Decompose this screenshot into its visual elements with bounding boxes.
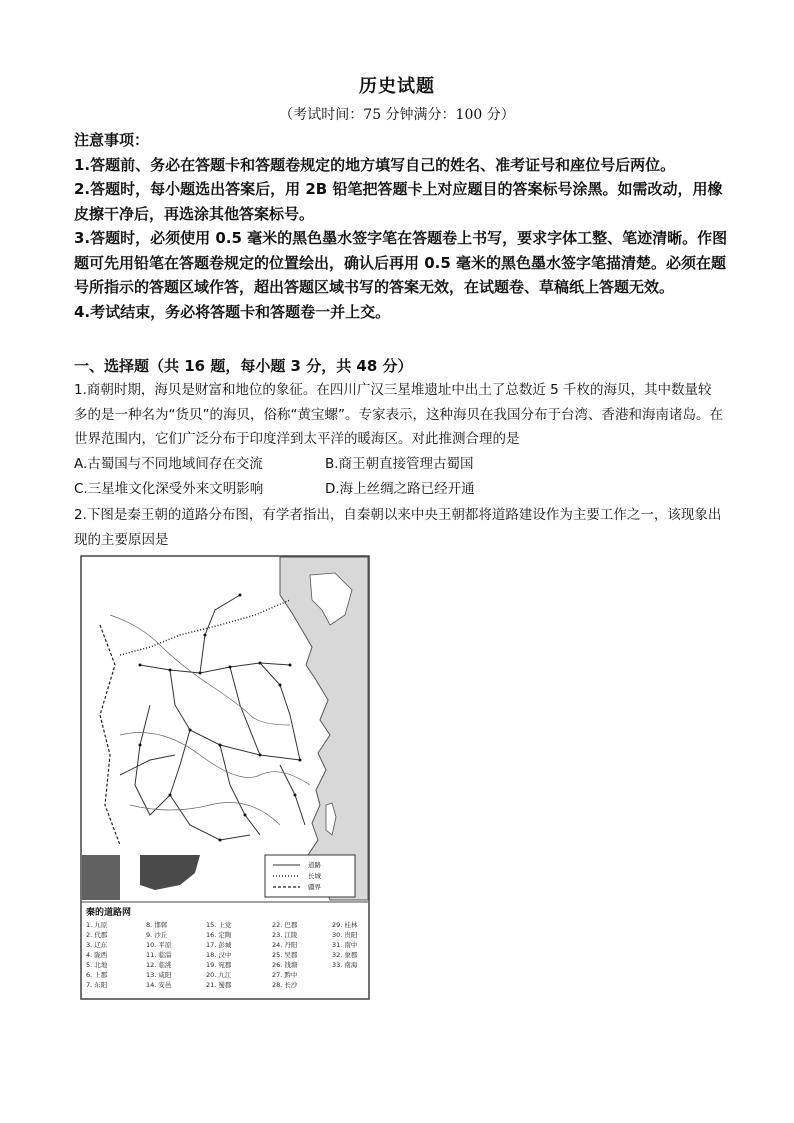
legend-road: 道路 — [308, 861, 321, 869]
gazetteer-entry: 4. 陇西 — [86, 951, 108, 959]
option-c: C.三星堆文化深受外来文明影响 — [74, 480, 264, 497]
gazetteer-entry: 13. 咸阳 — [146, 971, 172, 979]
notice-item: 1.答题前、务必在答题卡和答题卷规定的地方填写自己的姓名、准考证号和座位号后两位。 — [74, 155, 676, 174]
legend-border: 疆界 — [308, 883, 321, 891]
gazetteer-entry: 5. 北地 — [86, 961, 108, 969]
exam-info: （考试时间：75 分钟满分：100 分） — [279, 107, 515, 123]
gazetteer-entry: 31. 南中 — [332, 941, 358, 949]
gazetteer-entry: 14. 安邑 — [146, 981, 172, 989]
gazetteer-entry: 1. 九原 — [86, 921, 108, 929]
option-d: D.海上丝绸之路已经开通 — [325, 480, 475, 497]
legend-great-wall: 长城 — [308, 872, 321, 880]
notices-block — [74, 128, 730, 324]
gazetteer-entry: 17. 彭城 — [206, 941, 232, 949]
gazetteer-entry: 27. 黔中 — [272, 971, 298, 979]
gazetteer-entry: 26. 钱塘 — [272, 961, 298, 969]
gazetteer-entry: 6. 上郡 — [86, 971, 108, 979]
gazetteer-entry: 20. 九江 — [206, 971, 232, 979]
gazetteer-entry: 7. 东阳 — [86, 981, 108, 989]
section-heading: 一、选择题（共 16 题，每小题 3 分，共 48 分） — [74, 357, 413, 375]
option-a: A.古蜀国与不同地域间存在交流 — [74, 456, 263, 472]
gazetteer-entry: 3. 辽东 — [86, 941, 108, 949]
question-stem: 2.下图是秦王朝的道路分布图，有学者指出，自秦朝以来中央王朝都将道路建设作为主要工作之一，该现象出现的主要原因是 — [74, 507, 722, 548]
gazetteer-entry: 11. 临淄 — [146, 951, 172, 959]
gazetteer-entry: 8. 邯郸 — [146, 921, 168, 929]
question-stem: 1.商朝时期，海贝是财富和地位的象征。在四川广汉三星堆遗址中出土了总数近 5 千枚的海贝，其中数量较多的是一种名为“货贝”的海贝，俗称“黄宝螺”。专家表示，这种海贝在我国分布于台湾、香港和海南诸岛。在世界范围内，它们广泛分布于印度洋到太平洋的暖海区。对此推测合理的是 — [74, 382, 723, 447]
option-b: B.商王朝直接管理古蜀国 — [325, 456, 474, 472]
gazetteer-entry: 18. 汉中 — [206, 951, 232, 959]
notices-heading: 注意事项： — [74, 131, 150, 149]
question-1-options — [74, 452, 724, 501]
notice-item: 2.答题时，每小题选出答案后，用 2B 铅笔把答题卡上对应题目的答案标号涂黑。如需改动，用橡皮擦干净后，再选涂其他答案标号。 — [74, 180, 723, 223]
gazetteer-entry: 24. 丹阳 — [272, 941, 298, 949]
gazetteer-entry: 30. 贵阳 — [332, 931, 358, 939]
gazetteer-entry: 32. 象郡 — [332, 951, 358, 959]
notice-item: 3.答题时，必须使用 0.5 毫米的黑色墨水签字笔在答题卷上书写，要求字体工整、笔迹清晰。作图题可先用铅笔在答题卷规定的位置绘出，确认后再用 0.5 毫米的黑色墨水签字笔描清楚。必须在题号所指示的答题区域作答，超出答题区域书写的答案无效，在试题卷、草稿纸上答题无效。 — [74, 229, 728, 296]
question-1 — [74, 378, 724, 452]
gazetteer-entry: 9. 沙丘 — [146, 931, 168, 939]
gazetteer-entry: 25. 吴郡 — [272, 951, 298, 959]
gazetteer-entry: 33. 南海 — [332, 961, 358, 969]
gazetteer-entry: 15. 上党 — [206, 921, 232, 929]
qin-road-map — [80, 555, 370, 1000]
gazetteer-entry: 19. 宛郡 — [206, 961, 232, 969]
gazetteer-entry: 2. 代郡 — [86, 931, 108, 939]
gazetteer-entry: 10. 平原 — [146, 941, 172, 949]
map-caption: 秦的道路网 — [86, 908, 132, 918]
gazetteer-entry: 28. 长沙 — [272, 981, 298, 989]
page-title: 历史试题 — [359, 76, 435, 97]
gazetteer-entry: 21. 蜀郡 — [206, 981, 232, 989]
gazetteer-entry: 16. 定陶 — [206, 931, 232, 939]
gazetteer-entry: 22. 巴郡 — [272, 921, 298, 929]
gazetteer-entry: 29. 桂林 — [332, 921, 358, 929]
notice-item: 4.考试结束，务必将答题卡和答题卷一并上交。 — [74, 302, 391, 321]
question-2 — [74, 503, 724, 552]
gazetteer-entry: 12. 临洮 — [146, 961, 172, 969]
gazetteer-entry: 23. 江陵 — [272, 931, 298, 939]
